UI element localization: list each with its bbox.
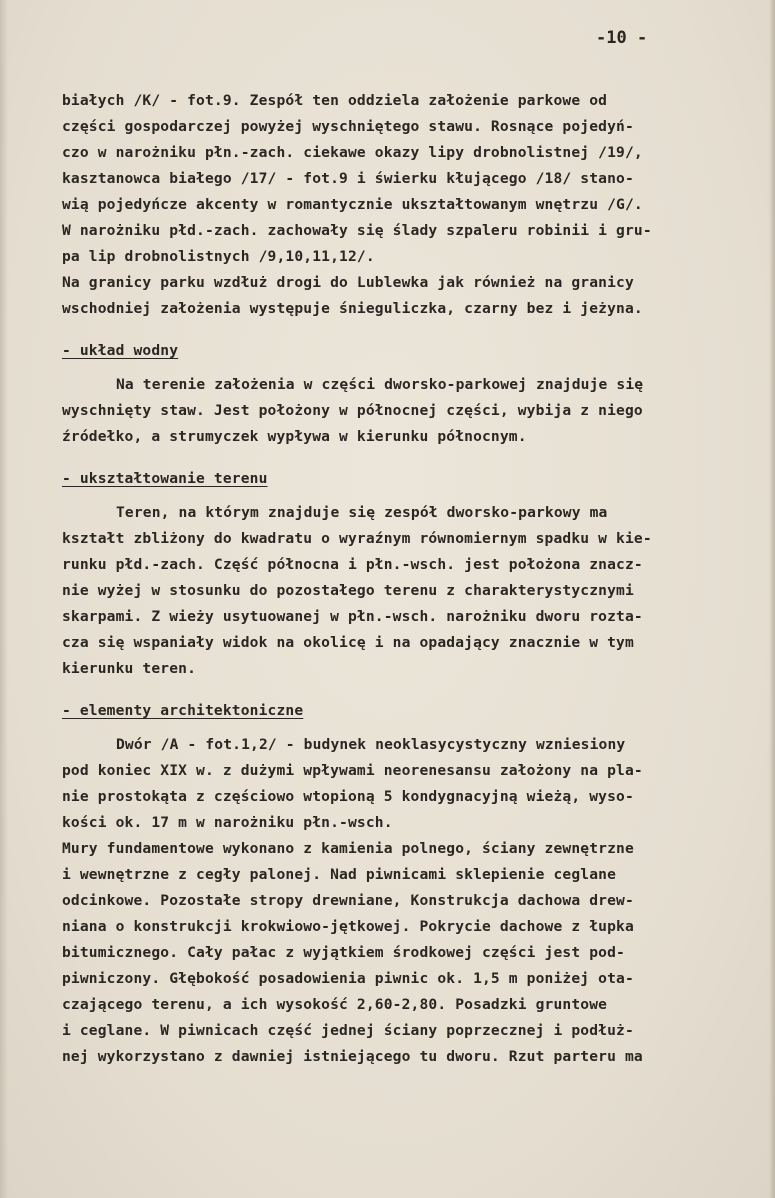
text-line: niana o konstrukcji krokwiowo-jętkowej. Pokrycie dachowe z łupka: [62, 918, 634, 935]
text-line: nej wykorzystano z dawniej istniejącego tu dworu. Rzut parteru ma: [62, 1048, 643, 1065]
text-line: białych /K/ - fot.9. Zespół ten oddziela założenie parkowe od: [62, 92, 608, 109]
text-line: Dwór /A - fot.1,2/ - budynek neoklasycystyczny wzniesiony: [116, 736, 626, 753]
page-number: -10 -: [596, 28, 648, 48]
text-line: czo w narożniku płn.-zach. ciekawe okazy lipy drobnolistnej /19/,: [62, 144, 643, 161]
paragraph-uklad-wodny: [62, 372, 767, 450]
text-line: nie wyżej w stosunku do pozostałego terenu z charakterystycznymi: [62, 582, 634, 599]
text-line: i wewnętrzne z cegły palonej. Nad piwnicami sklepienie ceglane: [62, 866, 617, 883]
text-line: bitumicznego. Cały pałac z wyjątkiem środkowej części jest pod-: [62, 944, 625, 961]
text-line: cza się wspaniały widok na okolicę i na opadający znacznie w tym: [62, 634, 634, 651]
section-heading-uksztaltowanie-terenu: - ukształtowanie terenu: [62, 470, 268, 487]
text-line: źródełko, a strumyczek wypływa w kierunku północnym.: [62, 428, 527, 445]
paragraph-intro: [62, 88, 767, 322]
text-line: odcinkowe. Pozostałe stropy drewniane, Konstrukcja dachowa drew-: [62, 892, 634, 909]
text-line: Na terenie założenia w części dworsko-parkowej znajduje się: [116, 376, 644, 393]
text-line: Mury fundamentowe wykonano z kamienia polnego, ściany zewnętrzne: [62, 840, 634, 857]
text-line: nie prostokąta z częściowo wtopioną 5 kondygnacyjną wieżą, wyso-: [62, 788, 634, 805]
paragraph-elementy-architektoniczne: [62, 732, 767, 1070]
section-heading-uklad-wodny: - układ wodny: [62, 342, 179, 359]
text-line: pod koniec XIX w. z dużymi wpływami neorenesansu założony na pla-: [62, 762, 643, 779]
text-line: wschodniej założenia występuje śnieguliczka, czarny bez i jeżyna.: [62, 300, 643, 317]
page-edge-right: [769, 0, 775, 1198]
text-line: czającego terenu, a ich wysokość 2,60-2,80. Posadzki gruntowe: [62, 996, 608, 1013]
text-line: kierunku teren.: [62, 660, 197, 677]
text-line: wią pojedyńcze akcenty w romantycznie ukształtowanym wnętrzu /G/.: [62, 196, 643, 213]
paragraph-uksztaltowanie-terenu: [62, 500, 767, 682]
text-line: pa lip drobnolistnych /9,10,11,12/.: [62, 248, 375, 265]
section-heading-elementy-architektoniczne: - elementy architektoniczne: [62, 702, 304, 719]
text-line: i ceglane. W piwnicach część jednej ściany poprzecznej i podłuż-: [62, 1022, 634, 1039]
text-line: wyschnięty staw. Jest położony w północnej części, wybija z niego: [62, 402, 643, 419]
text-line: W narożniku płd.-zach. zachowały się ślady szpaleru robinii i gru-: [62, 222, 652, 239]
page-edge-left: [0, 0, 8, 1198]
typewritten-text: [62, 88, 767, 1070]
text-line: kształt zbliżony do kwadratu o wyraźnym równomiernym spadku w kie-: [62, 530, 652, 547]
text-line: kasztanowca białego /17/ - fot.9 i świerku kłującego /18/ stano-: [62, 170, 634, 187]
text-line: skarpami. Z wieży usytuowanej w płn.-wsch. narożniku dworu rozta-: [62, 608, 643, 625]
text-line: Na granicy parku wzdłuż drogi do Lublewka jak również na granicy: [62, 274, 634, 291]
text-line: piwniczony. Głębokość posadowienia piwnic ok. 1,5 m poniżej ota-: [62, 970, 634, 987]
text-line: części gospodarczej powyżej wyschniętego stawu. Rosnące pojedyń-: [62, 118, 634, 135]
text-line: runku płd.-zach. Część północna i płn.-wsch. jest położona znacz-: [62, 556, 643, 573]
text-line: kości ok. 17 m w narożniku płn.-wsch.: [62, 814, 393, 831]
text-line: Teren, na którym znajduje się zespół dworsko-parkowy ma: [116, 504, 608, 521]
